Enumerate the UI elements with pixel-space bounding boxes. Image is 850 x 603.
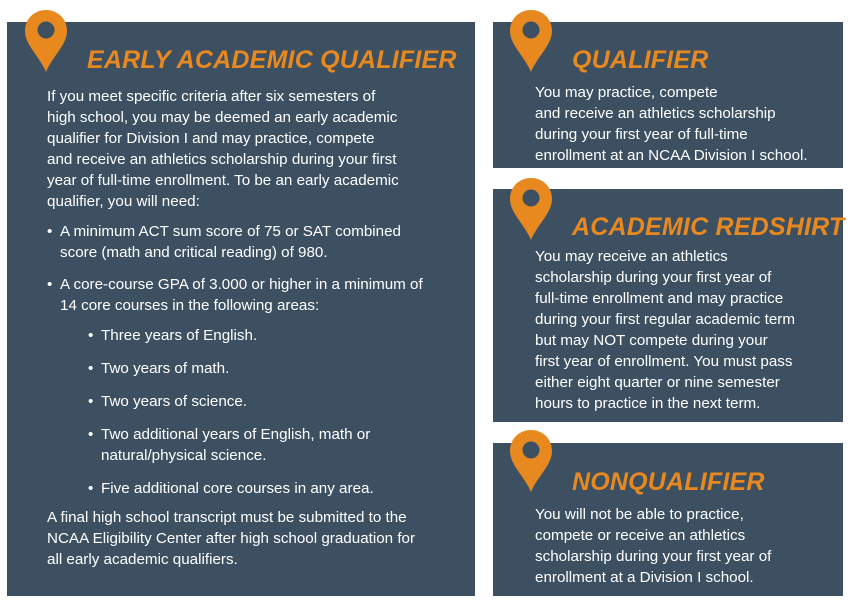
academic-redshirt-title: ACADEMIC REDSHIRT <box>572 213 845 241</box>
academic-redshirt-body: You may receive an athletics scholarship during your first year of full-time enrollment and may practice during your first regular academic term but may NOT compete during your first year of enrollment. You must pass either eight quarter or nine semester hours to practice in the next term. <box>535 248 795 412</box>
list-item: • A core-course GPA of 3.000 or higher in a minimum of 14 core courses in the following areas: • Three years of English. • Two years of math. • Two years of science. • Two additional years of English, math or natural/physical science. • Five additional core courses in any area. <box>47 274 471 499</box>
list-item: • Five additional core courses in any area. <box>88 478 471 499</box>
list-item: • Three years of English. <box>88 325 471 346</box>
location-pin-icon <box>508 8 554 74</box>
requirements-list <box>47 221 471 499</box>
nonqualifier-title: NONQUALIFIER <box>572 468 765 496</box>
closing-paragraph: A final high school transcript must be submitted to the NCAA Eligibility Center after high school graduation for all early academic qualifiers. <box>47 509 416 568</box>
early-academic-qualifier-body <box>47 86 471 570</box>
list-item: • Two additional years of English, math or natural/physical science. <box>88 424 471 466</box>
early-academic-qualifier-title: EARLY ACADEMIC QUALIFIER <box>87 46 457 74</box>
intro-paragraph: If you meet specific criteria after six semesters of high school, you may be deemed an early academic qualifier for Division I and may practice, compete and receive an athletics scholarship during your first year of full-time enrollment. To be an early academic qualifier, you will need: <box>47 88 399 210</box>
list-item: • A minimum ACT sum score of 75 or SAT combined score (math and critical reading) of 980. <box>47 221 471 263</box>
early-academic-qualifier-card <box>7 22 475 596</box>
list-item: • Two years of science. <box>88 391 471 412</box>
nonqualifier-body: You will not be able to practice, compete or receive an athletics scholarship during your first year of enrollment at a Division I school. <box>535 506 772 586</box>
location-pin-icon <box>508 176 554 242</box>
qualifier-title: QUALIFIER <box>572 46 709 74</box>
location-pin-icon <box>508 428 554 494</box>
location-pin-icon <box>23 8 69 74</box>
list-item: • Two years of math. <box>88 358 471 379</box>
qualifier-body: You may practice, compete and receive an athletics scholarship during your first year of full-time enrollment at an NCAA Division I school. <box>535 84 808 164</box>
core-courses-list <box>88 325 471 499</box>
